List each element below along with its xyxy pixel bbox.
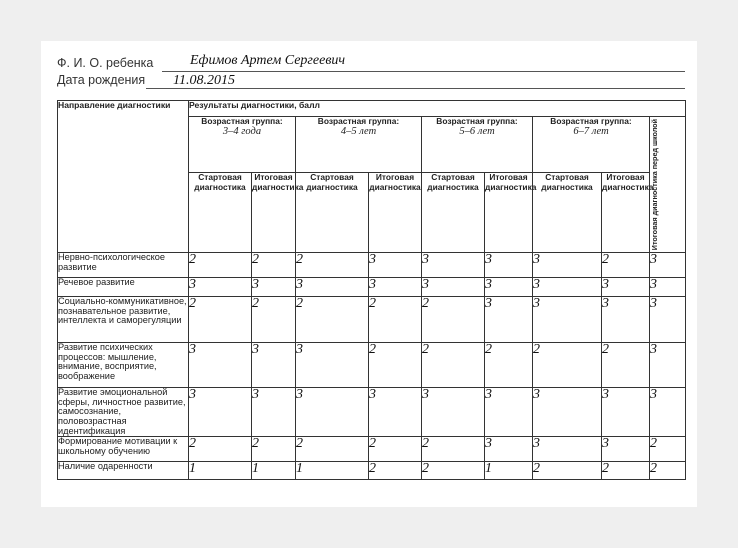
score-cell: 3 [533, 297, 602, 343]
score-cell: 3 [369, 253, 422, 278]
header-direction: Направление диагностики [58, 101, 189, 253]
score-cell: 2 [485, 343, 533, 388]
row-label: Речевое развитие [58, 278, 189, 297]
table-row [58, 343, 686, 388]
g3-final-header: Итоговая диагностика [485, 173, 533, 253]
score-cell: 3 [485, 297, 533, 343]
score-cell: 3 [650, 278, 686, 297]
score-cell: 3 [296, 388, 369, 437]
score-cell: 2 [252, 437, 296, 462]
score-cell: 1 [485, 462, 533, 480]
score-cell: 2 [533, 462, 602, 480]
score-cell: 2 [189, 437, 252, 462]
score-cell: 3 [485, 253, 533, 278]
score-cell: 3 [650, 343, 686, 388]
diagnostics-rows [58, 253, 686, 480]
score-cell: 3 [485, 437, 533, 462]
score-cell: 2 [602, 462, 650, 480]
diagnostics-table [57, 100, 686, 480]
score-cell: 3 [650, 297, 686, 343]
dob-value: 11.08.2015 [173, 73, 235, 88]
score-cell: 3 [533, 253, 602, 278]
score-cell: 2 [650, 437, 686, 462]
row-label: Социально-коммуникативное, познавательное развитие, интеллекта и саморегуляции [58, 297, 189, 343]
score-cell: 3 [189, 278, 252, 297]
table-row [58, 437, 686, 462]
score-cell: 3 [485, 278, 533, 297]
g1-final-header: Итоговая диагностика [252, 173, 296, 253]
g1-start-header: Стартовая диагностика [189, 173, 252, 253]
table-row [58, 462, 686, 480]
table-row [58, 253, 686, 278]
score-cell: 3 [650, 253, 686, 278]
g2-final-header: Итоговая диагностика [369, 173, 422, 253]
dob-underline [146, 88, 685, 89]
score-cell: 2 [189, 253, 252, 278]
score-cell: 2 [369, 297, 422, 343]
name-value: Ефимов Артем Сергеевич [190, 53, 346, 68]
score-cell: 2 [252, 297, 296, 343]
age-group-2-label: Возрастная группа: [317, 116, 400, 126]
score-cell: 3 [422, 388, 485, 437]
age-group-3-age: 5–6 лет [459, 125, 495, 137]
name-label: Ф. И. О. ребенка [57, 56, 154, 70]
score-cell: 3 [252, 388, 296, 437]
score-cell: 3 [296, 343, 369, 388]
age-group-1-label: Возрастная группа: [201, 116, 283, 126]
score-cell: 3 [602, 297, 650, 343]
table-row [58, 297, 686, 343]
row-label: Нервно-психологическое развитие [58, 253, 189, 278]
score-cell: 3 [189, 388, 252, 437]
age-group-4 [533, 117, 650, 173]
score-cell: 3 [252, 343, 296, 388]
score-cell: 1 [252, 462, 296, 480]
score-cell: 3 [252, 278, 296, 297]
score-cell: 3 [485, 388, 533, 437]
score-cell: 2 [189, 297, 252, 343]
score-cell: 3 [422, 278, 485, 297]
score-cell: 3 [422, 253, 485, 278]
age-group-4-age: 6–7 лет [573, 125, 609, 137]
age-group-1 [189, 117, 296, 173]
score-cell: 3 [533, 278, 602, 297]
score-cell: 2 [602, 343, 650, 388]
score-cell: 2 [602, 253, 650, 278]
score-cell: 2 [296, 297, 369, 343]
score-cell: 3 [369, 278, 422, 297]
g4-final-header: Итоговая диагностика [602, 173, 650, 253]
score-cell: 2 [533, 343, 602, 388]
name-underline [162, 71, 685, 72]
school-col-label: Итоговая диагностика перед школой [650, 119, 659, 251]
g2-start-header: Стартовая диагностика [296, 173, 369, 253]
row-label: Формирование мотивации к школьному обучению [58, 437, 189, 462]
table-row [58, 278, 686, 297]
score-cell: 2 [369, 462, 422, 480]
row-label: Развитие эмоциональной сферы, личностное развитие, самосознание, половозрастная идентификация [58, 388, 189, 437]
score-cell: 3 [189, 343, 252, 388]
score-cell: 1 [189, 462, 252, 480]
score-cell: 3 [296, 278, 369, 297]
age-group-2-age: 4–5 лет [340, 125, 377, 137]
score-cell: 3 [602, 278, 650, 297]
score-cell: 1 [296, 462, 369, 480]
table-row [58, 388, 686, 437]
score-cell: 3 [650, 388, 686, 437]
score-cell: 3 [533, 388, 602, 437]
school-col-header [650, 117, 686, 253]
row-label: Наличие одаренности [58, 462, 189, 480]
score-cell: 3 [369, 388, 422, 437]
score-cell: 3 [602, 388, 650, 437]
age-group-1-age: 3–4 года [222, 125, 262, 137]
score-cell: 2 [369, 437, 422, 462]
g4-start-header: Стартовая диагностика [533, 173, 602, 253]
score-cell: 2 [422, 343, 485, 388]
dob-label: Дата рождения [57, 73, 146, 87]
g3-start-header: Стартовая диагностика [422, 173, 485, 253]
score-cell: 2 [422, 297, 485, 343]
age-group-4-label: Возрастная группа: [550, 116, 632, 126]
age-group-3-label: Возрастная группа: [436, 116, 518, 126]
score-cell: 2 [422, 437, 485, 462]
score-cell: 2 [422, 462, 485, 480]
header-results: Результаты диагностики, балл [189, 101, 686, 117]
score-cell: 2 [296, 437, 369, 462]
score-cell: 3 [602, 437, 650, 462]
score-cell: 2 [369, 343, 422, 388]
row-label: Развитие психических процессов: мышление, внимание, восприятие, воображение [58, 343, 189, 388]
score-cell: 2 [252, 253, 296, 278]
score-cell: 2 [650, 462, 686, 480]
score-cell: 3 [533, 437, 602, 462]
score-cell: 2 [296, 253, 369, 278]
age-group-2 [296, 117, 422, 173]
age-group-3 [422, 117, 533, 173]
